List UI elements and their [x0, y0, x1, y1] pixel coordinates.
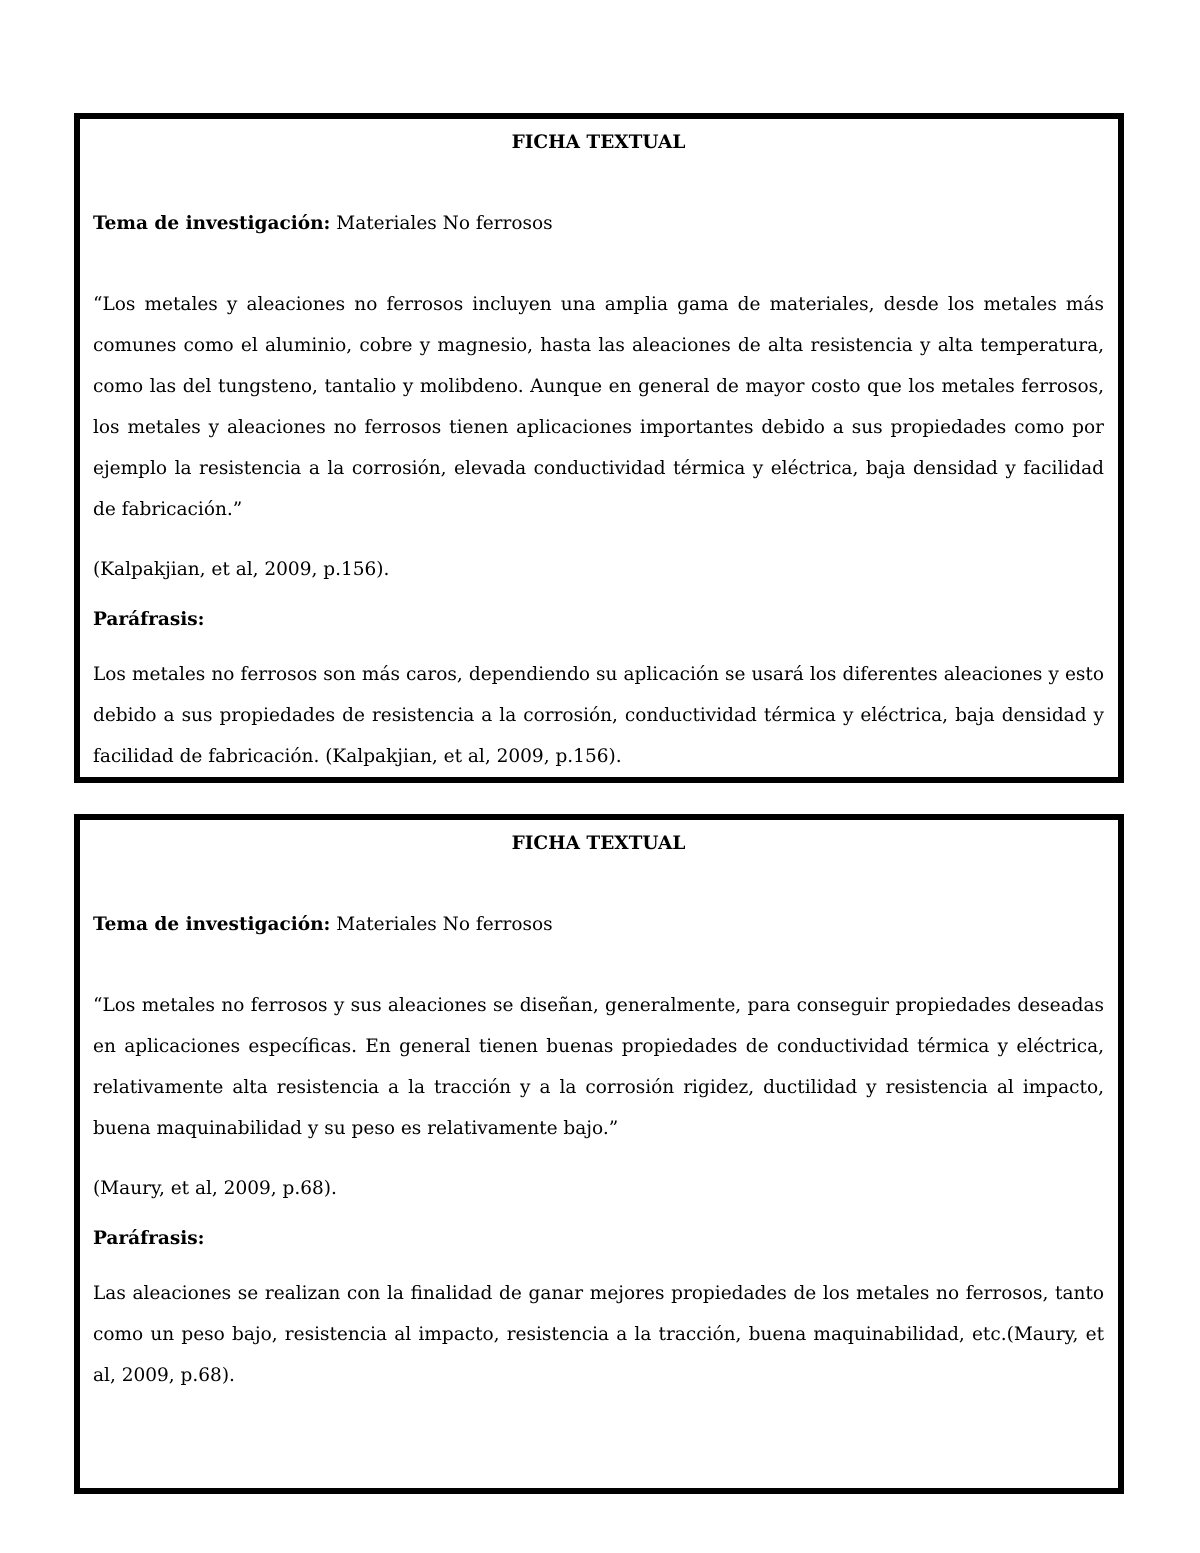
topic-line	[93, 210, 1104, 238]
card-title: FICHA TEXTUAL	[511, 833, 686, 854]
paraphrase-text: Las aleaciones se realizan con la finalidad de ganar mejores propiedades de los metales no ferrosos, tanto como un peso bajo, resistencia al impacto, resistencia a la tracción, buena maquinabilidad, etc.(Maury, et al, 2009, p.68).	[93, 1283, 1104, 1386]
paraphrase-label: Paráfrasis:	[93, 1228, 205, 1249]
topic-value: Materiales No ferrosos	[330, 213, 553, 234]
topic-value: Materiales No ferrosos	[330, 914, 553, 935]
topic-label: Tema de investigación:	[93, 213, 331, 234]
paraphrase-text: Los metales no ferrosos son más caros, dependiendo su aplicación se usará los diferentes aleaciones y esto debido a sus propiedades de resistencia a la corrosión, conductividad térmica y eléctrica, baja densidad y facilidad de fabricación. (Kalpakjian, et al, 2009, p.156).	[93, 664, 1104, 767]
quote-text: “Los metales y aleaciones no ferrosos incluyen una amplia gama de materiales, desde los metales más comunes como el aluminio, cobre y magnesio, hasta las aleaciones de alta resistencia y alta temperatura, como las del tungsteno, tantalio y molibdeno. Aunque en general de mayor costo que los metales ferrosos, los metales y aleaciones no ferrosos tienen aplicaciones importantes debido a sus propiedades como por ejemplo la resistencia a la corrosión, elevada conductividad térmica y eléctrica, baja densidad y facilidad de fabricación.”	[93, 294, 1104, 520]
quote-text: “Los metales no ferrosos y sus aleaciones se diseñan, generalmente, para conseguir propiedades deseadas en aplicaciones específicas. En general tienen buenas propiedades de conductividad térmica y eléctrica, relativamente alta resistencia a la tracción y a la corrosión rigidez, ductilidad y resistencia al impacto, buena maquinabilidad y su peso es relativamente bajo.”	[93, 995, 1104, 1139]
ficha-textual-card	[74, 113, 1124, 783]
paraphrase-label: Paráfrasis:	[93, 609, 205, 630]
ficha-textual-card	[74, 814, 1124, 1494]
card-title: FICHA TEXTUAL	[511, 132, 686, 153]
topic-line	[93, 911, 1104, 939]
quote-citation: (Maury, et al, 2009, p.68).	[93, 1178, 337, 1199]
topic-label: Tema de investigación:	[93, 914, 331, 935]
quote-citation: (Kalpakjian, et al, 2009, p.156).	[93, 559, 390, 580]
